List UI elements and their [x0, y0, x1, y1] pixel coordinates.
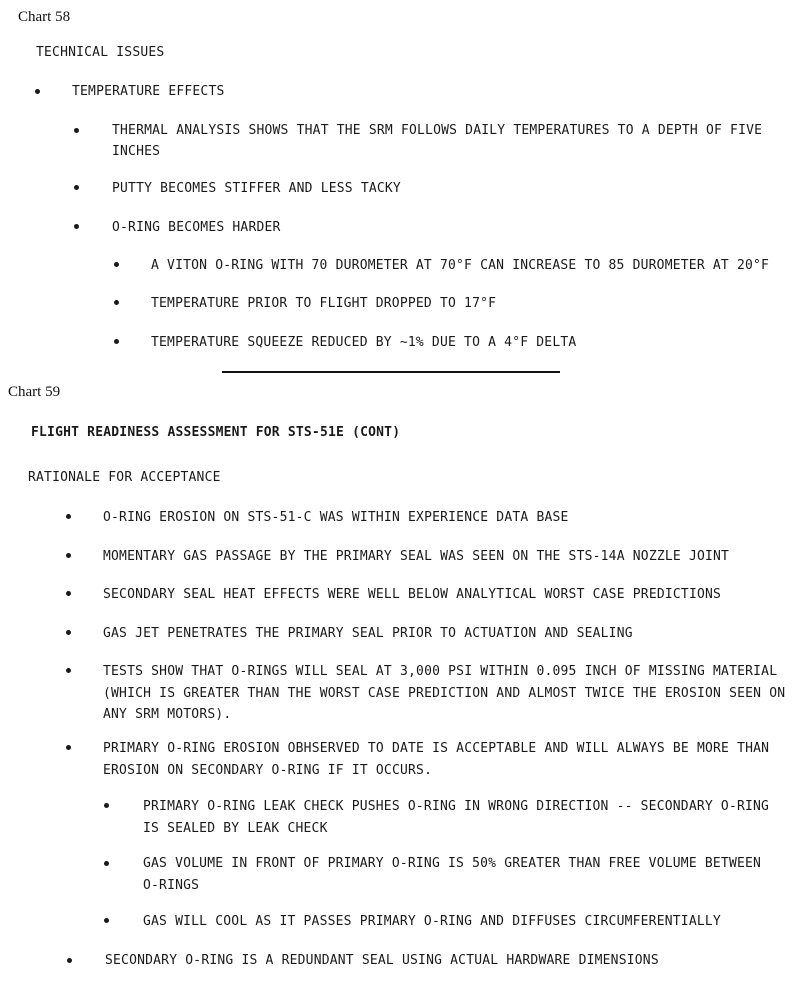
list-item: GAS JET PENETRATES THE PRIMARY SEAL PRIOR TO ACTUATION AND SEALING [103, 626, 633, 641]
bullet [66, 553, 71, 558]
list-item: INCHES [112, 144, 161, 159]
list-item: PUTTY BECOMES STIFFER AND LESS TACKY [112, 181, 401, 196]
list-item: THERMAL ANALYSIS SHOWS THAT THE SRM FOLLOWS DAILY TEMPERATURES TO A DEPTH OF FIVE [112, 123, 763, 138]
sub-list-item: IS SEALED BY LEAK CHECK [143, 821, 328, 836]
bullet [114, 262, 119, 267]
section-rationale: RATIONALE FOR ACCEPTANCE [28, 470, 221, 485]
bullet [114, 339, 119, 344]
sub-list-item: GAS VOLUME IN FRONT OF PRIMARY O-RING IS 50% GREATER THAN FREE VOLUME BETWEEN [143, 856, 762, 871]
bullet [67, 958, 72, 963]
bullet [104, 803, 109, 808]
bullet [66, 514, 71, 519]
list-item: MOMENTARY GAS PASSAGE BY THE PRIMARY SEAL WAS SEEN ON THE STS-14A NOZZLE JOINT [103, 549, 730, 564]
sub-list-item: TEMPERATURE PRIOR TO FLIGHT DROPPED TO 17°F [151, 296, 497, 311]
list-item: SECONDARY SEAL HEAT EFFECTS WERE WELL BELOW ANALYTICAL WORST CASE PREDICTIONS [103, 587, 722, 602]
bullet [66, 591, 71, 596]
bullet [104, 918, 109, 923]
list-item: TESTS SHOW THAT O-RINGS WILL SEAL AT 3,000 PSI WITHIN 0.095 INCH OF MISSING MATERIAL [103, 664, 778, 679]
list-item: O-RING EROSION ON STS-51-C WAS WITHIN EXPERIENCE DATA BASE [103, 510, 569, 525]
chart-58-title: TECHNICAL ISSUES [36, 45, 165, 60]
sub-list-item: A VITON O-RING WITH 70 DUROMETER AT 70°F CAN INCREASE TO 85 DUROMETER AT 20°F [151, 258, 770, 273]
list-item: EROSION ON SECONDARY O-RING IF IT OCCURS. [103, 763, 433, 778]
bullet [74, 128, 79, 133]
chart-58-label: Chart 58 [18, 9, 71, 25]
list-item: PRIMARY O-RING EROSION OBHSERVED TO DATE IS ACCEPTABLE AND WILL ALWAYS BE MORE THAN [103, 741, 770, 756]
sub-list-item: TEMPERATURE SQUEEZE REDUCED BY ~1% DUE TO A 4°F DELTA [151, 335, 577, 350]
sub-list-item: O-RINGS [143, 878, 200, 893]
bullet [35, 89, 40, 94]
divider [222, 371, 560, 373]
list-item: ANY SRM MOTORS). [103, 707, 232, 722]
bullet [74, 224, 79, 229]
bullet [104, 861, 109, 866]
sub-list-item: PRIMARY O-RING LEAK CHECK PUSHES O-RING IN WRONG DIRECTION -- SECONDARY O-RING [143, 799, 770, 814]
bullet [74, 185, 79, 190]
list-item: SECONDARY O-RING IS A REDUNDANT SEAL USING ACTUAL HARDWARE DIMENSIONS [105, 953, 659, 968]
list-item: O-RING BECOMES HARDER [112, 220, 281, 235]
bullet [114, 300, 119, 305]
chart-59-label: Chart 59 [8, 384, 61, 400]
bullet [66, 745, 71, 750]
section-temperature-effects: TEMPERATURE EFFECTS [72, 84, 225, 99]
list-item: (WHICH IS GREATER THAN THE WORST CASE PREDICTION AND ALMOST TWICE THE EROSION SEEN ON [103, 686, 786, 701]
chart-59-title: FLIGHT READINESS ASSESSMENT FOR STS-51E (CONT) [31, 425, 401, 440]
bullet [66, 668, 71, 673]
sub-list-item: GAS WILL COOL AS IT PASSES PRIMARY O-RING AND DIFFUSES CIRCUMFERENTIALLY [143, 914, 721, 929]
bullet [66, 630, 71, 635]
